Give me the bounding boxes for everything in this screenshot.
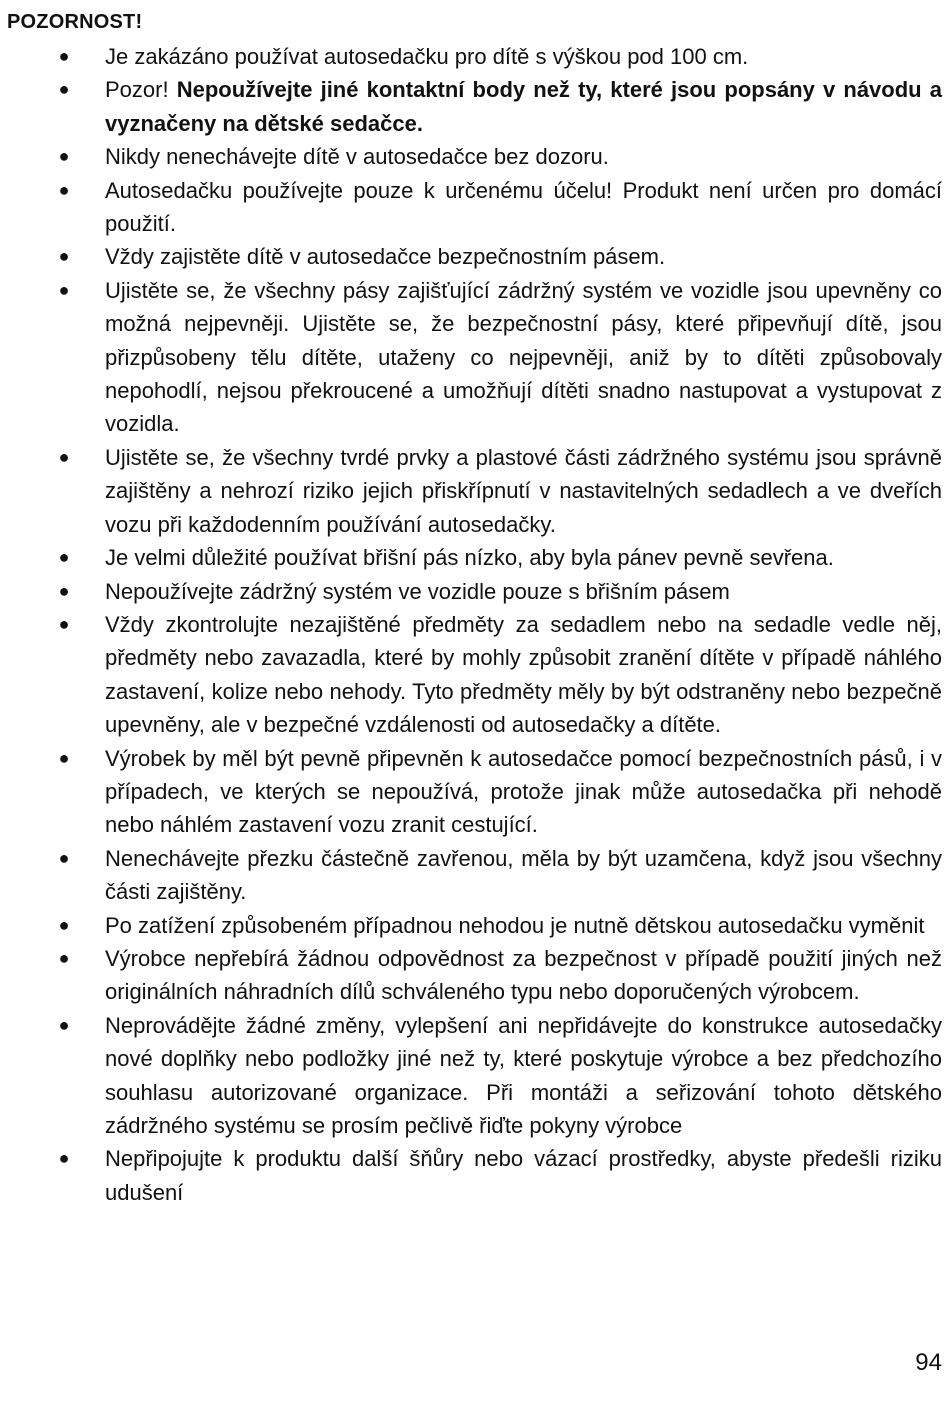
list-item	[0, 541, 950, 574]
list-item-text: Nikdy nenechávejte dítě v autosedačce bez dozoru.	[105, 144, 609, 170]
bullet-icon: ●	[58, 613, 70, 634]
bullet-icon: ●	[58, 146, 70, 167]
list-item-text: Po zatížení způsobeném případnou nehodou je nutně dětskou autosedačku vyměnit	[105, 912, 925, 938]
list-item	[0, 40, 950, 73]
list-item-text: Ujistěte se, že všechny tvrdé prvky a plastové části zádržného systému jsou správně zajištěny a nehrozí riziko jejich přiskřípnutí v nastavitelných sedadlech a ve dveřích vozu při každodenním používání autosedačky.	[105, 444, 942, 537]
list-item	[0, 240, 950, 273]
list-item-text: Výrobce nepřebírá žádnou odpovědnost za bezpečnost v případě použití jiných než originálních náhradních dílů schváleného typu nebo doporučených výrobcem.	[105, 945, 942, 1005]
list-item-text: Ujistěte se, že všechny pásy zajišťující zádržný systém ve vozidle jsou upevněny co možná nejpevněji. Ujistěte se, že bezpečnostní pásy, které připevňují dítě, jsou přizpůsobeny tělu dítěte, utaženy co nejpevněji, aniž by to dítěti způsobovaly nepohodlí, nejsou překroucené a umožňují dítěti snadno nastupovat a vystupovat z vozidla.	[105, 277, 942, 437]
list-item	[0, 608, 950, 742]
bullet-icon: ●	[58, 446, 70, 467]
list-item	[0, 441, 950, 541]
list-item-text: Neprovádějte žádné změny, vylepšení ani nepřidávejte do konstrukce autosedačky nové doplňky nebo podložky jiné než ty, které poskytuje výrobce a bez předchozího souhlasu autorizované organizace. Při montáži a seřizování tohoto dětského zádržného systému se prosím pečlivě řiďte pokyny výrobce	[105, 1012, 942, 1138]
list-item-text: Nenechávejte přezku částečně zavřenou, měla by být uzamčena, když jsou všechny části zajištěny.	[105, 845, 942, 905]
list-item	[0, 140, 950, 173]
bullet-icon: ●	[58, 747, 70, 768]
list-item	[0, 742, 950, 842]
list-item-text: Vždy zkontrolujte nezajištěné předměty za sedadlem nebo na sedadle vedle něj, předměty nebo zavazadla, které by mohly způsobit zranění dítěte v případě náhlého zastavení, kolize nebo nehody. Tyto předměty měly by být odstraněny nebo bezpečně upevněny, ale v bezpečné vzdálenosti od autosedačky a dítěte.	[105, 611, 942, 738]
list-item-text: Výrobek by měl být pevně připevněn k autosedačce pomocí bezpečnostních pásů, i v případech, ve kterých se nepoužívá, protože jinak může autosedačka při nehodě nebo náhlém zastavení vozu zranit cestující.	[105, 745, 942, 838]
list-item	[0, 575, 950, 608]
list-item	[0, 1142, 950, 1209]
list-item	[0, 942, 950, 1009]
list-item-text: Je zakázáno používat autosedačku pro dítě s výškou pod 100 cm.	[105, 44, 749, 69]
list-item-text: Nepřipojujte k produktu další šňůry nebo vázací prostředky, abyste předešli riziku udušení	[105, 1146, 942, 1205]
warning-heading: POZORNOST!	[7, 11, 143, 33]
list-item-text: Je velmi důležité používat břišní pás nízko, aby byla pánev pevně sevřena.	[105, 545, 834, 571]
warning-list	[0, 40, 950, 1209]
bullet-icon: ●	[58, 246, 70, 267]
list-item	[0, 909, 950, 942]
bullet-icon: ●	[58, 279, 70, 300]
list-item	[0, 73, 950, 140]
bullet-icon: ●	[58, 46, 70, 66]
list-item	[0, 174, 950, 241]
list-item-text: Autosedačku používejte pouze k určenému účelu! Produkt není určen pro domácí použití.	[105, 177, 942, 237]
list-item	[0, 842, 950, 909]
list-item-bold-text: Nepoužívejte jiné kontaktní body než ty, které jsou popsány v návodu a vyznačeny na dětské sedačce.	[105, 77, 942, 136]
page-number: 94	[915, 1349, 942, 1376]
bullet-icon: ●	[58, 580, 70, 601]
list-item-prefix: Pozor!	[105, 77, 177, 103]
bullet-icon: ●	[58, 947, 70, 968]
list-item	[0, 274, 950, 441]
bullet-icon: ●	[58, 179, 70, 200]
list-item-text: Nepoužívejte zádržný systém ve vozidle pouze s břišním pásem	[105, 578, 730, 604]
bullet-icon: ●	[58, 547, 70, 568]
list-item	[0, 1009, 950, 1143]
bullet-icon: ●	[58, 914, 70, 935]
bullet-icon: ●	[58, 847, 70, 868]
list-item-text: Vždy zajistěte dítě v autosedačce bezpečnostním pásem.	[105, 244, 666, 270]
list-item-text	[105, 77, 942, 135]
bullet-icon: ●	[58, 79, 70, 100]
bullet-icon: ●	[58, 1014, 70, 1035]
bullet-icon: ●	[58, 1148, 70, 1169]
